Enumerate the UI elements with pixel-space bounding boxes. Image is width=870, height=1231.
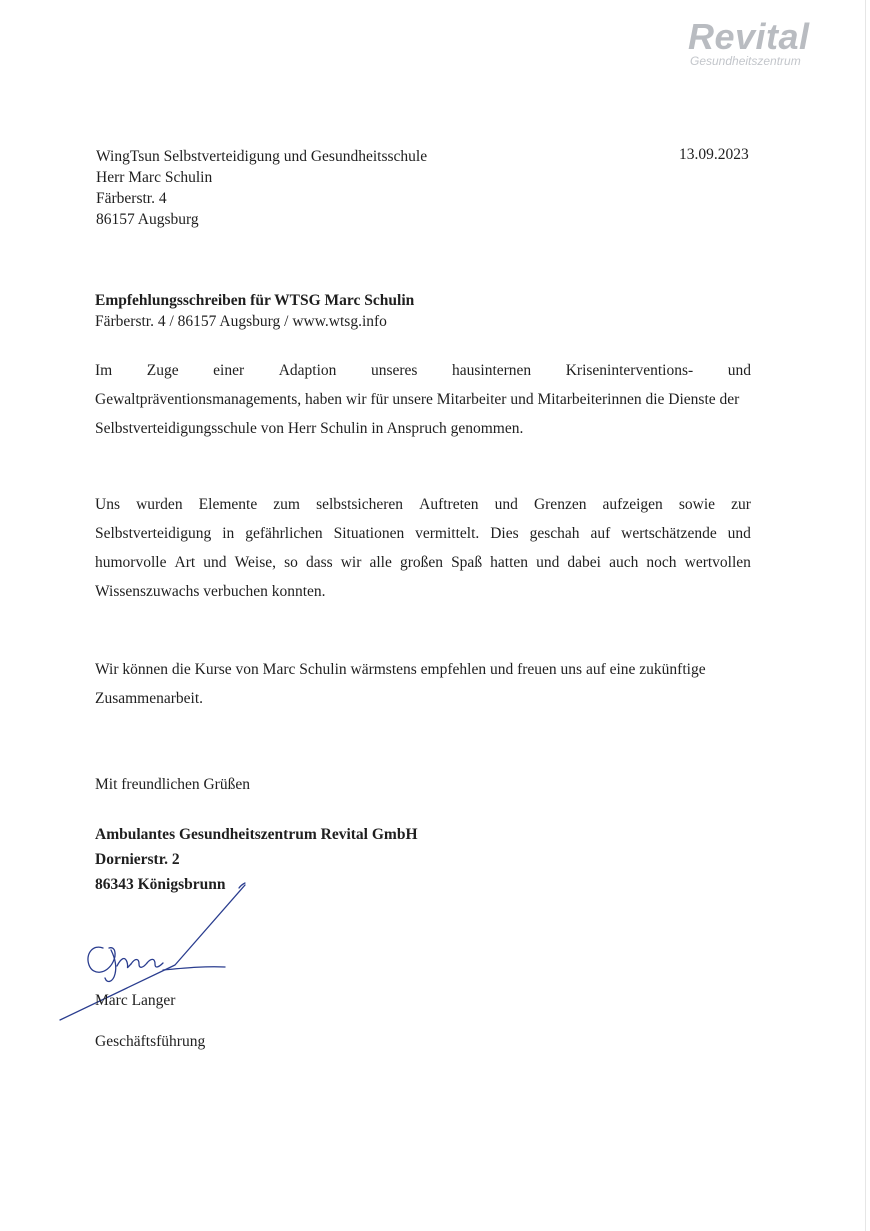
paragraph-1: [95, 356, 751, 443]
word: großen: [399, 554, 443, 571]
word: Im: [95, 362, 113, 379]
sender-company: Ambulantes Gesundheitszentrum Revital GmbH: [95, 826, 418, 843]
word: Situationen: [333, 525, 405, 542]
word: humorvolle: [95, 554, 167, 571]
word: sowie: [678, 496, 716, 513]
word: Auftreten: [419, 496, 479, 513]
paragraph-2-line-1: [95, 490, 751, 519]
word: wertschätzende: [621, 525, 717, 542]
word: geschah: [529, 525, 580, 542]
paragraph-2-line-4: Wissenszuwachs verbuchen konnten.: [95, 583, 326, 600]
word: Selbstverteidigung: [95, 525, 212, 542]
paragraph-3: [95, 655, 751, 713]
logo-tagline: Gesundheitszentrum: [690, 54, 801, 68]
word: in: [222, 525, 235, 542]
word: Dies: [490, 525, 519, 542]
sender-street: Dornierstr. 2: [95, 851, 180, 868]
word: und: [536, 554, 560, 571]
word: Art: [174, 554, 196, 571]
word: dass: [305, 554, 333, 571]
word: Uns: [95, 496, 120, 513]
word: so: [284, 554, 298, 571]
word: zur: [731, 496, 751, 513]
paragraph-1-line-1: [95, 356, 751, 385]
subject-title: Empfehlungsschreiben für WTSG Marc Schulin: [95, 292, 415, 309]
letter-date: 13.09.2023: [679, 146, 749, 163]
word: unseres: [370, 362, 418, 379]
word: hatten: [490, 554, 529, 571]
paragraph-2-line-2: [95, 519, 751, 548]
word: Zuge: [146, 362, 179, 379]
paragraph-1-line-3: Selbstverteidigungsschule von Herr Schulin in Anspruch genommen.: [95, 420, 524, 437]
paragraph-2-line-3: [95, 548, 751, 577]
revital-logo: [676, 14, 836, 74]
signer-role: Geschäftsführung: [95, 1033, 206, 1050]
paragraph-2: [95, 490, 751, 606]
paragraph-3-line-1: Wir können die Kurse von Marc Schulin wärmstens empfehlen und freuen uns auf eine zukünftige: [95, 661, 706, 678]
word: und: [494, 496, 518, 513]
word: wir: [340, 554, 362, 571]
logo-name: Revital: [688, 16, 810, 57]
word: selbstsicheren: [316, 496, 404, 513]
scan-edge-line: [865, 0, 866, 1231]
recipient-line-3: Färberstr. 4: [96, 190, 167, 207]
word: Spaß: [451, 554, 483, 571]
recipient-line-2: Herr Marc Schulin: [96, 169, 213, 186]
word: aufzeigen: [602, 496, 663, 513]
word: einer: [213, 362, 245, 379]
word: hausinternen: [451, 362, 532, 379]
word: wertvollen: [684, 554, 751, 571]
word: noch: [646, 554, 677, 571]
word: zum: [273, 496, 300, 513]
sender-city: 86343 Königsbrunn: [95, 876, 226, 893]
paragraph-1-line-2: Gewaltpräventionsmanagements, haben wir für unsere Mitarbeiter und Mitarbeiterinnen die Dienste der: [95, 391, 740, 408]
word: auf: [590, 525, 611, 542]
word: und: [203, 554, 227, 571]
word: Grenzen: [533, 496, 587, 513]
word: Kriseninterventions-: [565, 362, 694, 379]
recipient-line-4: 86157 Augsburg: [96, 211, 199, 228]
word: und: [727, 525, 751, 542]
word: alle: [369, 554, 392, 571]
word: gefährlichen: [245, 525, 323, 542]
word: wurden: [136, 496, 183, 513]
word: vermittelt.: [415, 525, 480, 542]
subject-block: [95, 290, 414, 332]
word: Weise,: [234, 554, 276, 571]
recipient-address: [96, 146, 427, 230]
word: und: [727, 362, 751, 379]
word: auch: [609, 554, 639, 571]
signer-name: Marc Langer: [95, 992, 176, 1009]
word: dabei: [567, 554, 601, 571]
closing-greeting: Mit freundlichen Grüßen: [95, 776, 250, 793]
word: Elemente: [198, 496, 258, 513]
word: Adaption: [278, 362, 337, 379]
paragraph-3-line-2: Zusammenarbeit.: [95, 690, 204, 707]
recipient-line-1: WingTsun Selbstverteidigung und Gesundheitsschule: [96, 148, 428, 165]
subject-details: Färberstr. 4 / 86157 Augsburg / www.wtsg.info: [95, 313, 387, 330]
